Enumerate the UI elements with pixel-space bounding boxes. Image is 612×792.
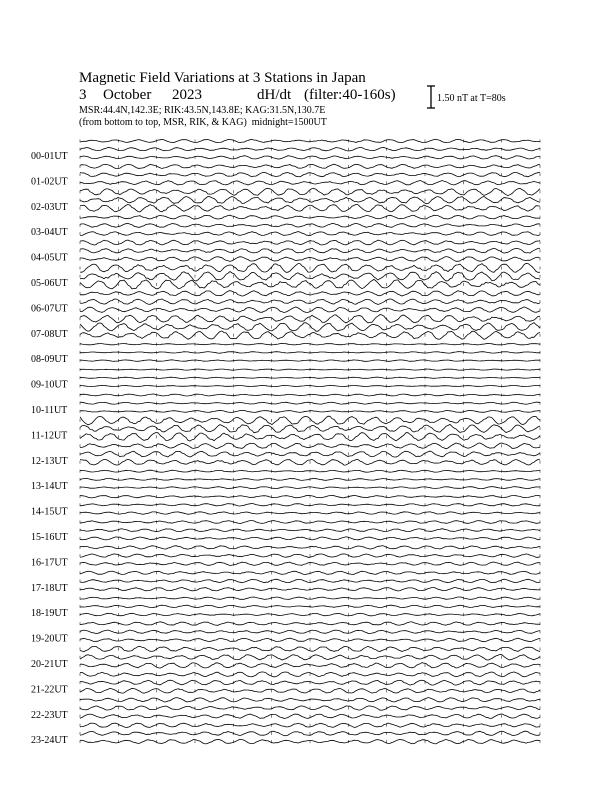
scale-label: 1.50 nT at T=80s xyxy=(437,93,506,104)
scale-bar xyxy=(427,86,435,108)
row-label-01-02UT: 01-02UT xyxy=(31,176,68,188)
row-label-21-22UT: 21-22UT xyxy=(31,684,68,696)
row-label-09-10UT: 09-10UT xyxy=(31,379,68,391)
day: 3 xyxy=(79,87,87,103)
row-label-02-03UT: 02-03UT xyxy=(31,201,68,213)
row-label-15-16UT: 15-16UT xyxy=(31,532,68,543)
station-traces xyxy=(80,139,540,744)
row-label-14-15UT: 14-15UT xyxy=(31,506,68,518)
minute-ticks xyxy=(80,419,540,422)
month: October xyxy=(103,87,152,103)
row-label-20-21UT: 20-21UT xyxy=(31,659,68,670)
minute-ticks xyxy=(80,267,540,270)
trace-MSR-11-12UT xyxy=(80,433,540,442)
minute-ticks xyxy=(80,199,540,202)
row-labels xyxy=(31,151,68,746)
minute-ticks xyxy=(80,427,540,430)
year: 2023 xyxy=(172,87,202,103)
row-label-23-24UT: 23-24UT xyxy=(31,735,68,747)
row-label-17-18UT: 17-18UT xyxy=(31,582,68,594)
row-label-13-14UT: 13-14UT xyxy=(31,481,68,493)
row-label-12-13UT: 12-13UT xyxy=(31,455,68,467)
row-label-18-19UT: 18-19UT xyxy=(31,608,68,620)
filter: (filter:40-160s) xyxy=(304,87,396,103)
row-label-05-06UT: 05-06UT xyxy=(31,278,68,289)
station-coordinates: MSR:44.4N,142.3E; RIK:43.5N,143.8E; KAG:31.5N,130.7E xyxy=(79,105,326,116)
row-label-19-20UT: 19-20UT xyxy=(31,633,68,645)
minute-ticks xyxy=(80,317,540,320)
trace-MSR-01-02UT xyxy=(80,181,540,186)
row-label-10-11UT: 10-11UT xyxy=(31,405,68,416)
row-label-00-01UT: 00-01UT xyxy=(31,151,68,162)
midnight-note: midnight=1500UT xyxy=(251,117,327,128)
quantity: dH/dt xyxy=(257,87,292,103)
trace-MSR-21-22UT xyxy=(80,688,540,693)
row-label-22-23UT: 22-23UT xyxy=(31,709,68,721)
row-label-07-08UT: 07-08UT xyxy=(31,328,68,340)
row-label-11-12UT: 11-12UT xyxy=(31,430,68,442)
minute-ticks xyxy=(80,461,540,464)
minute-ticks xyxy=(80,444,540,447)
row-label-04-05UT: 04-05UT xyxy=(31,252,68,264)
row-label-16-17UT: 16-17UT xyxy=(31,557,68,569)
row-label-08-09UT: 08-09UT xyxy=(31,354,68,366)
minute-ticks xyxy=(80,394,540,397)
row-label-06-07UT: 06-07UT xyxy=(31,303,68,315)
station-order: (from bottom to top, MSR, RIK, & KAG) xyxy=(79,117,247,128)
minute-ticks xyxy=(80,275,540,278)
chart-title: Magnetic Field Variations at 3 Stations in Japan xyxy=(79,70,366,86)
row-label-03-04UT: 03-04UT xyxy=(31,227,68,239)
